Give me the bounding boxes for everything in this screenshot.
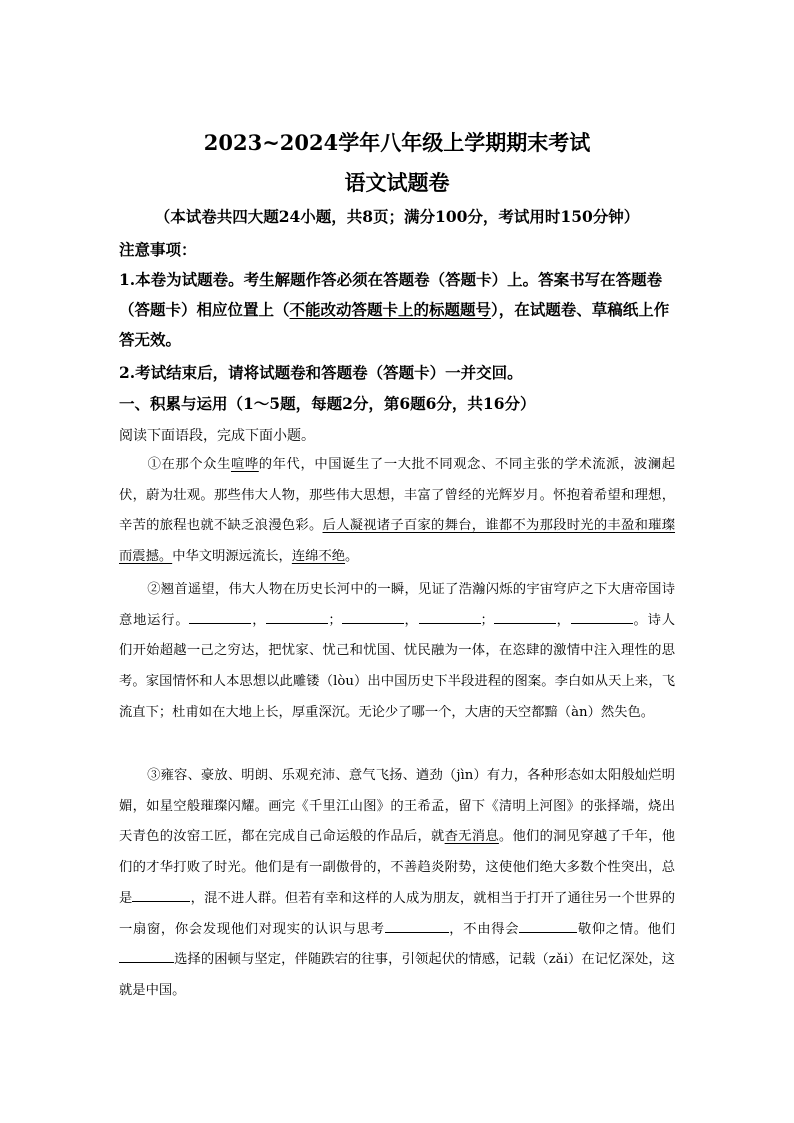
answer-blank[interactable] (571, 611, 633, 624)
p1-underlined-word: 喧哗 (230, 457, 259, 472)
note-1-text-a: 1.本卷为试题卷。考生解题作答必须在答题卷（答题卡）上。答案书写在答题卷（答题卡）相应位置上（ (119, 270, 663, 319)
p2-text-a: ②翘首遥望，伟大人物在历史长河中的一瞬，见证了浩瀚闪烁的宇宙穹庐之下大唐帝国诗意地运行。 (119, 582, 675, 628)
answer-blank[interactable] (342, 611, 404, 624)
p1-underlined-phrase: 连绵不绝 (291, 549, 346, 565)
answer-blank[interactable] (189, 611, 251, 624)
answer-blank[interactable] (385, 920, 449, 933)
p3-text-f: 选择的困顿与坚定，伴随跌宕的往事，引领起伏的情感，记载（zǎi）在记忆深处，这就是中国。 (119, 952, 675, 998)
punct: ， (403, 612, 419, 628)
p3-text-e: 敬仰之情。他们 (577, 921, 676, 937)
section-1-heading: 一、积累与运用（1～5题，每题2分，第6题6分，共16分） (119, 394, 536, 413)
p1-text-c: 中华文明源远流长， (172, 549, 292, 565)
p3-text-d: ，不由得会 (448, 921, 520, 937)
p3-text-b: 。他们的洞见穿越了千年，他们的才华打败了时光。他们是有一副傲骨的，不善趋炎附势，这使他们绝大多数个性突出，总是 (119, 829, 676, 906)
answer-blank[interactable] (266, 611, 328, 624)
answer-blank[interactable] (419, 611, 481, 624)
exam-subject-title: 语文试题卷 (344, 170, 450, 195)
note-item-1 (119, 265, 679, 355)
punct: ， (251, 612, 267, 628)
note-1-text-b: ），在试题卷、草稿纸上作答无效。 (119, 300, 670, 349)
note-1-underlined: 不能改动答题卡上的标题题号 (289, 300, 492, 319)
p1-text-a: ①在那个众生 (147, 457, 231, 472)
p3-text-c: ，混不进人群。但若有幸和这样的人成为朋友，就相当于打开了通往另一个世界的一扇窗，你会发现他们对现实的认识与思考 (119, 890, 676, 937)
p1-underlined-sentence: 后人凝视诸子百家的舞台，谁都不为那段时光的丰盈和璀璨而震撼。 (119, 518, 676, 565)
answer-blank[interactable] (519, 920, 577, 933)
punct: ； (480, 612, 494, 628)
note-item-2: 2.考试结束后，请将试题卷和答题卷（答题卡）一并交回。 (119, 363, 523, 382)
reading-instruction: 阅读下面语段，完成下面小题。 (119, 428, 315, 444)
punct: ， (555, 612, 571, 628)
exam-info: （本试卷共四大题24小题，共8页；满分100分，考试用时150分钟） (154, 207, 640, 226)
punct: ； (328, 612, 342, 628)
notes-heading: 注意事项： (119, 240, 197, 259)
p3-text-a: ③雍容、豪放、明朗、乐观充沛、意气飞扬、遒劲（jìn）有力，各种形态如太阳般灿烂明媚，如星空般璀璨闪耀。画完《千里江山图》的王希孟，留下《清明上河图》的张择端，烧出天青色的汝窑工匠，都在完成自己命运般的作品后，就 (119, 768, 675, 845)
paragraph-3 (119, 761, 675, 1007)
p1-text-d: 。 (345, 549, 359, 565)
exam-title: 2023~2024学年八年级上学期期末考试 (203, 130, 591, 155)
answer-blank[interactable] (494, 611, 556, 624)
answer-blank[interactable] (132, 889, 190, 902)
answer-blank[interactable] (119, 950, 174, 963)
p3-underlined-phrase: 杳无消息 (444, 829, 499, 845)
paragraph-1 (119, 450, 675, 573)
paragraph-2 (119, 575, 675, 729)
p2-text-b: 诗人们开始超越一己之穷达，把忧家、忧己和忧国、忧民融为一体，在恣肆的激情中注入理性的思考。家国情怀和人本思想以此雕镂（lòu）出中国历史下半段进程的图案。李白如从天上来，飞流直下；杜甫如在大地上长，厚重深沉。无论少了哪一个，大唐的天空都黯（àn）然失色。 (119, 612, 676, 720)
p1-text-b: 的年代，中国诞生了一大批不同观念、不同主张的学术流派，波澜起伏，蔚为壮观。那些伟大人物，那些伟大思想，丰富了曾经的光辉岁月。怀抱着希望和理想，辛苦的旅程也就不缺乏浪漫色彩。 (119, 457, 676, 534)
punct: 。 (632, 612, 648, 628)
